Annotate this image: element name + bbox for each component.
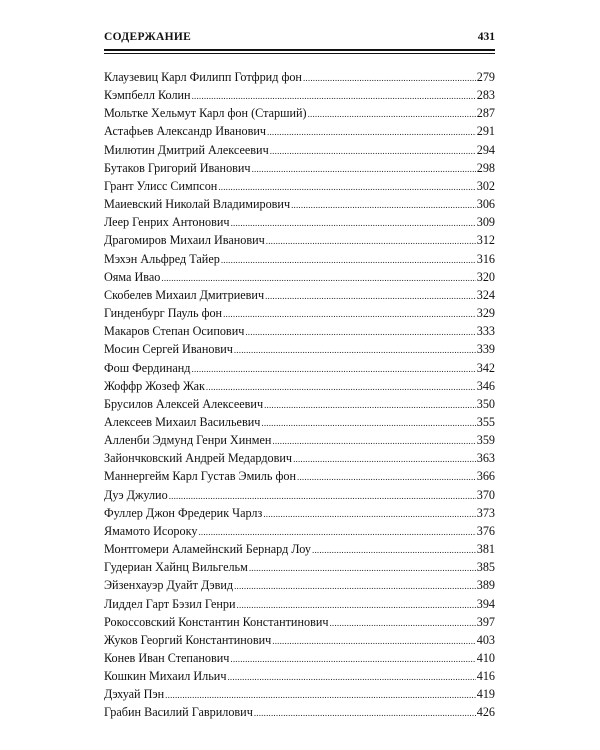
toc-entry-name: Гудериан Хайнц Вильгельм <box>104 560 248 575</box>
toc-entry-name: Ямамото Исороку <box>104 523 198 538</box>
toc-dot-leader <box>198 523 475 541</box>
toc-entry-name: Эйзенхауэр Дуайт Дэвид <box>104 578 234 593</box>
toc-entry-name: Ояма Ивао <box>104 269 161 284</box>
toc-entry <box>104 576 495 594</box>
toc-entry-page: 294 <box>476 142 495 157</box>
toc-entry <box>104 540 495 558</box>
toc-entry <box>104 377 495 395</box>
toc-entry-name: Фош Фердинанд <box>104 360 191 375</box>
toc-entry-page: 312 <box>476 233 495 248</box>
toc-dot-leader <box>263 505 475 523</box>
toc-entry-page: 346 <box>476 378 495 393</box>
toc-entry-name: Гинденбург Пауль фон <box>104 306 223 321</box>
toc-entry-page: 320 <box>476 269 495 284</box>
toc-entry-page: 329 <box>476 306 495 321</box>
toc-entry-page: 381 <box>476 542 495 557</box>
toc-entry-name: Брусилов Алексей Алексеевич <box>104 396 264 411</box>
toc-entry-page: 370 <box>476 487 495 502</box>
toc-entry-name: Лиддел Гарт Бэзил Генри <box>104 596 236 611</box>
toc-entry <box>104 68 495 86</box>
toc-dot-leader <box>249 559 476 577</box>
toc-entry <box>104 86 495 104</box>
toc-entry <box>104 250 495 268</box>
toc-entry-page: 339 <box>476 342 495 357</box>
toc-entry-name: Жоффр Жозеф Жак <box>104 378 205 393</box>
toc-dot-leader <box>254 704 476 722</box>
toc-entry <box>104 413 495 431</box>
toc-entry-page: 426 <box>476 705 495 720</box>
toc-entry-page: 410 <box>476 651 495 665</box>
toc-entry <box>104 558 495 576</box>
toc-entry-name: Конев Иван Степанович <box>104 651 230 665</box>
toc-dot-leader <box>261 414 475 432</box>
toc-dot-leader <box>237 596 476 614</box>
toc-entry-page: 363 <box>476 451 495 466</box>
toc-entry <box>104 649 495 667</box>
toc-entry <box>104 613 495 631</box>
toc-entry-name: Фуллер Джон Фредерик Чарлз <box>104 505 263 520</box>
toc-entry <box>104 486 495 504</box>
toc-entry-page: 309 <box>476 215 495 230</box>
toc-entry-name: Мэхэн Альфред Тайер <box>104 251 220 266</box>
table-of-contents <box>104 68 495 722</box>
toc-entry-name: Клаузевиц Карл Филипп Готфрид фон <box>104 70 302 84</box>
toc-entry-page: 394 <box>476 596 495 611</box>
toc-dot-leader <box>329 614 475 632</box>
toc-dot-leader <box>312 541 476 559</box>
toc-dot-leader <box>270 142 476 160</box>
toc-entry <box>104 685 495 703</box>
toc-dot-leader <box>206 378 476 396</box>
toc-entry <box>104 522 495 540</box>
toc-entry-name: Грабин Василий Гаврилович <box>104 705 253 720</box>
toc-entry <box>104 504 495 522</box>
toc-entry-name: Астафьев Александр Иванович <box>104 124 267 139</box>
toc-dot-leader <box>303 69 476 87</box>
toc-entry <box>104 595 495 613</box>
toc-entry-page: 366 <box>476 469 495 484</box>
toc-dot-leader <box>230 650 475 668</box>
toc-dot-leader <box>245 323 475 341</box>
toc-dot-leader <box>161 269 475 287</box>
toc-entry-page: 376 <box>476 523 495 538</box>
toc-entry <box>104 467 495 485</box>
toc-entry-page: 397 <box>476 614 495 629</box>
toc-dot-leader <box>192 360 476 378</box>
toc-entry-name: Маиевский Николай Владимирович <box>104 197 291 212</box>
toc-entry-name: Мольтке Хельмут Карл фон (Старший) <box>104 106 307 121</box>
toc-dot-leader <box>308 105 476 123</box>
toc-entry-page: 333 <box>476 324 495 339</box>
toc-entry-page: 283 <box>476 88 495 103</box>
header-rule-thick <box>104 49 495 51</box>
toc-dot-leader <box>266 232 476 250</box>
toc-dot-leader <box>218 178 475 196</box>
toc-entry-page: 359 <box>476 433 495 448</box>
toc-dot-leader <box>293 450 476 468</box>
toc-entry-name: Грант Улисс Симпсон <box>104 178 218 193</box>
toc-dot-leader <box>252 160 476 178</box>
toc-entry-page: 403 <box>476 632 495 647</box>
header-page-number: 431 <box>477 31 495 43</box>
toc-entry-name: Зайончковский Андрей Медардович <box>104 451 293 466</box>
toc-entry-page: 385 <box>476 560 495 575</box>
toc-entry <box>104 431 495 449</box>
toc-entry-page: 306 <box>476 197 495 212</box>
toc-dot-leader <box>297 468 476 486</box>
toc-entry <box>104 340 495 358</box>
toc-entry-name: Кэмпбелл Колин <box>104 88 191 103</box>
header-rule-thin <box>104 53 495 54</box>
toc-dot-leader <box>234 341 476 359</box>
toc-dot-leader <box>223 305 476 323</box>
toc-entry-page: 342 <box>476 360 495 375</box>
toc-entry-name: Алленби Эдмунд Генри Хинмен <box>104 433 272 448</box>
toc-entry-name: Мосин Сергей Иванович <box>104 342 233 357</box>
toc-entry <box>104 667 495 685</box>
toc-entry-page: 291 <box>476 124 495 139</box>
toc-entry <box>104 322 495 340</box>
toc-entry-name: Жуков Георгий Константинович <box>104 632 272 647</box>
toc-dot-leader <box>234 577 476 595</box>
toc-entry-name: Бутаков Григорий Иванович <box>104 160 251 175</box>
toc-entry <box>104 213 495 231</box>
toc-entry <box>104 449 495 467</box>
toc-entry <box>104 177 495 195</box>
toc-dot-leader <box>264 396 476 414</box>
toc-dot-leader <box>272 632 475 650</box>
toc-entry <box>104 104 495 122</box>
toc-dot-leader <box>272 432 475 450</box>
toc-entry-name: Алексеев Михаил Васильевич <box>104 414 261 429</box>
toc-entry <box>104 703 495 721</box>
toc-entry <box>104 304 495 322</box>
toc-entry-name: Скобелев Михаил Дмитриевич <box>104 287 265 302</box>
toc-entry-name: Рокоссовский Константин Константинович <box>104 614 329 629</box>
toc-entry-name: Макаров Степан Осипович <box>104 324 245 339</box>
toc-dot-leader <box>267 123 476 141</box>
toc-entry <box>104 631 495 649</box>
toc-entry-page: 389 <box>476 578 495 593</box>
toc-entry <box>104 141 495 159</box>
toc-dot-leader <box>221 251 476 269</box>
toc-dot-leader <box>265 287 476 305</box>
toc-entry-page: 416 <box>476 669 495 684</box>
toc-entry <box>104 395 495 413</box>
toc-entry <box>104 231 495 249</box>
toc-entry-page: 287 <box>476 106 495 121</box>
toc-entry <box>104 359 495 377</box>
toc-dot-leader <box>165 686 476 704</box>
toc-entry-page: 298 <box>476 160 495 175</box>
toc-entry-name: Монтгомери Аламейнский Бернард Лоу <box>104 542 311 557</box>
toc-entry-page: 355 <box>476 414 495 429</box>
toc-entry <box>104 286 495 304</box>
running-header <box>104 31 495 49</box>
toc-dot-leader <box>231 214 476 232</box>
toc-entry <box>104 268 495 286</box>
toc-entry-page: 302 <box>476 178 495 193</box>
toc-entry-name: Драгомиров Михаил Иванович <box>104 233 265 248</box>
toc-entry <box>104 122 495 140</box>
toc-entry-page: 350 <box>476 396 495 411</box>
toc-entry-name: Леер Генрих Антонович <box>104 215 230 230</box>
toc-dot-leader <box>169 487 476 505</box>
toc-dot-leader <box>291 196 476 214</box>
toc-entry <box>104 195 495 213</box>
toc-dot-leader <box>227 668 475 686</box>
toc-entry-page: 373 <box>476 505 495 520</box>
toc-entry-page: 324 <box>476 287 495 302</box>
toc-entry-name: Дуэ Джулио <box>104 487 168 502</box>
toc-entry-name: Кошкин Михаил Ильич <box>104 669 227 684</box>
toc-entry <box>104 159 495 177</box>
toc-entry-name: Дэхуай Пэн <box>104 687 165 702</box>
toc-entry-name: Милютин Дмитрий Алексеевич <box>104 142 269 157</box>
toc-dot-leader <box>192 87 476 105</box>
toc-entry-name: Маннергейм Карл Густав Эмиль фон <box>104 469 297 484</box>
toc-entry-page: 316 <box>476 251 495 266</box>
toc-entry-page: 279 <box>476 70 495 84</box>
toc-entry-page: 419 <box>476 687 495 702</box>
header-title: СОДЕРЖАНИЕ <box>104 31 192 43</box>
